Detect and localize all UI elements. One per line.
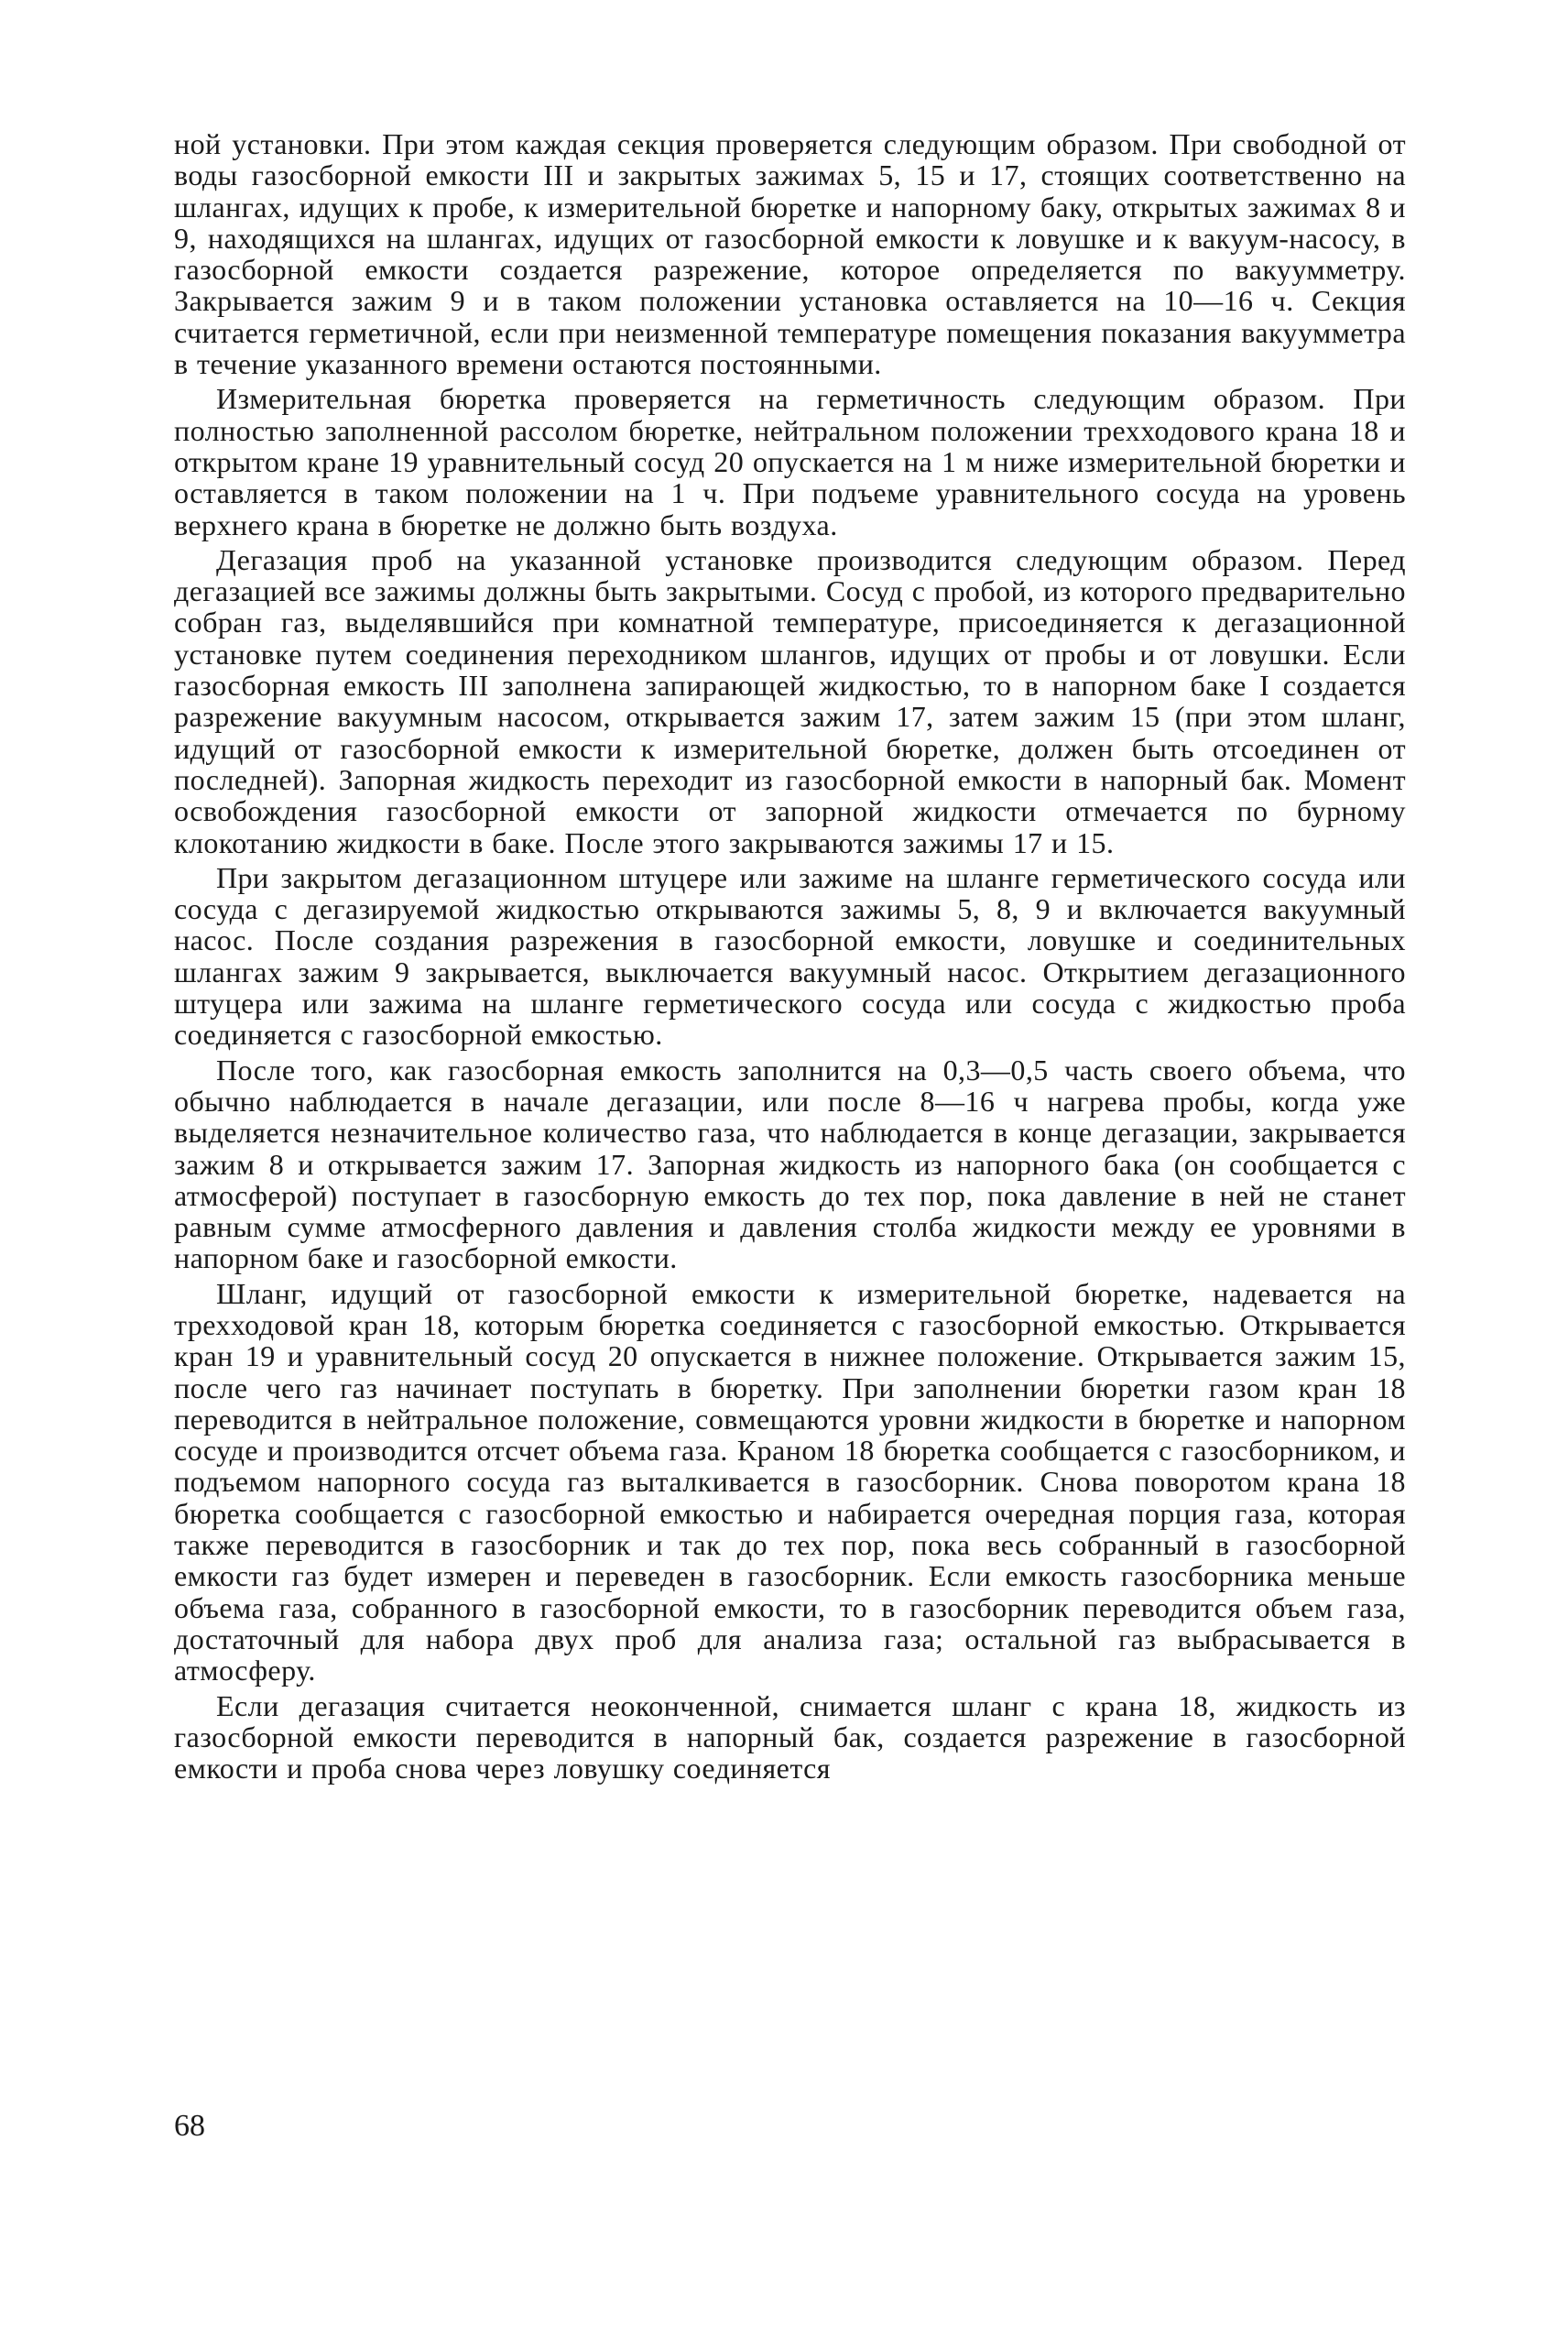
- body-text: [174, 128, 1406, 1787]
- paragraph-1: ной установки. При этом каждая секция проверяется следующим образом. При свободной от воды газосборной емкости III и закрытых зажимах 5, 15 и 17, стоящих соответственно на шлангах, идущих к пробе, к измерительной бюретке и напорному баку, открытых зажимах 8 и 9, находящихся на шлангах, идущих от газосборной емкости к ловушке и к вакуум-насосу, в газосборной емкости создается разрежение, которое определяется по вакуумметру. Закрывается зажим 9 и в таком положении установка оставляется на 10—16 ч. Секция считается герметичной, если при неизменной температуре помещения показания вакуумметра в течение указанного времени остаются постоянными.: [174, 127, 1406, 381]
- paragraph-4: При закрытом дегазационном штуцере или зажиме на шланге герметического сосуда или сосуда с дегазируемой жидкостью открываются зажимы 5, 8, 9 и включается вакуумный насос. После создания разрежения в газосборной емкости, ловушке и соединительных шлангах зажим 9 закрывается, выключается вакуумный насос. Открытием дегазационного штуцера или зажима на шланге герметического сосуда или сосуда с жидкостью проба соединяется с газосборной емкостью.: [174, 860, 1406, 1052]
- page-number: 68: [174, 2109, 205, 2143]
- paragraph-6: Шланг, идущий от газосборной емкости к измерительной бюретке, надевается на трехходовой кран 18, которым бюретка соединяется с газосборной емкостью. Открывается кран 19 и уравнительный сосуд 20 опускается в нижнее положение. Открывается зажим 15, после чего газ начинает поступать в бюретку. При заполнении бюретки газом кран 18 переводится в нейтральное положение, совмещаются уровни жидкости в бюретке и напорном сосуде и производится отсчет объема газа. Краном 18 бюретка сообщается с газосборником, и подъемом напорного сосуда газ выталкивается в газосборник. Снова поворотом крана 18 бюретка сообщается с газосборной емкостью и набирается очередная порция газа, которая также переводится в газосборник и так до тех пор, пока весь собранный в газосборной емкости газ будет измерен и переведен в газосборник. Если емкость газосборника меньше объема газа, собранного в газосборной емкости, то в газосборник переводится объем газа, достаточный для набора двух проб для анализа газа; остальной газ выбрасывается в атмосферу.: [174, 1276, 1406, 1687]
- paragraph-2: Измерительная бюретка проверяется на герметичность следующим образом. При полностью заполненной рассолом бюретке, нейтральном положении трехходового крана 18 и открытом кране 19 уравнительный сосуд 20 опускается на 1 м ниже измерительной бюретки и оставляется в таком положении на 1 ч. При подъеме уравнительного сосуда на уровень верхнего крана в бюретке не должно быть воздуха.: [174, 382, 1406, 541]
- paragraph-5: После того, как газосборная емкость заполнится на 0,3—0,5 часть своего объема, что обычно наблюдается в начале дегазации, или после 8—16 ч нагрева пробы, когда уже выделяется незначительное количество газа, что наблюдается в конце дегазации, закрывается зажим 8 и открывается зажим 17. Запорная жидкость из напорного бака (он сообщается с атмосферой) поступает в газосборную емкость до тех пор, пока давление в ней не станет равным сумме атмосферного давления и давления столба жидкости между ее уровнями в напорном баке и газосборной емкости.: [174, 1053, 1406, 1275]
- paragraph-7: Если дегазация считается неоконченной, снимается шланг с крана 18, жидкость из газосборной емкости переводится в напорный бак, создается разрежение в газосборной емкости и проба снова через ловушку соединяется: [174, 1688, 1406, 1785]
- paragraph-3: Дегазация проб на указанной установке производится следующим образом. Перед дегазацией все зажимы должны быть закрытыми. Сосуд с пробой, из которого предварительно собран газ, выделявшийся при комнатной температуре, присоединяется к дегазационной установке путем соединения переходником шлангов, идущих от пробы и от ловушки. Если газосборная емкость III заполнена запирающей жидкостью, то в напорном баке I создается разрежение вакуумным насосом, открывается зажим 17, затем зажим 15 (при этом шланг, идущий от газосборной емкости к измерительной бюретке, должен быть отсоединен от последней). Запорная жидкость переходит из газосборной емкости в напорный бак. Момент освобождения газосборной емкости от запорной жидкости отмечается по бурному клокотанию жидкости в баке. После этого закрываются зажимы 17 и 15.: [174, 542, 1406, 859]
